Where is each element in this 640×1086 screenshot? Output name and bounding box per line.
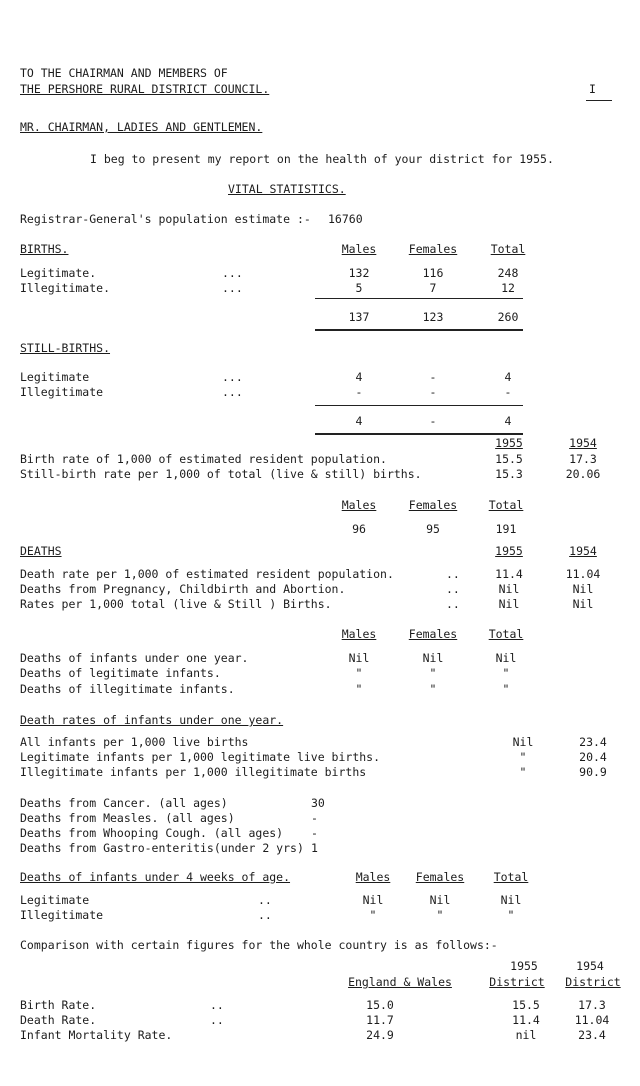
- deaths-row-label: Death rate per 1,000 of estimated resident population.: [20, 567, 394, 581]
- infant-row-label: Deaths of infants under one year.: [20, 651, 249, 665]
- cause-row-label: Deaths from Whooping Cough. (all ages): [20, 826, 284, 840]
- infant-row-label: Deaths of illegitimate infants.: [20, 682, 235, 696]
- address-line-2: THE PERSHORE RURAL DISTRICT COUNCIL.: [20, 82, 270, 96]
- neonatal-row-males: ": [369, 908, 377, 922]
- births-row-females: 7: [429, 281, 437, 295]
- infant-row-males: ": [355, 666, 363, 680]
- deaths-row-1954: Nil: [572, 582, 594, 596]
- deaths-row-label: Deaths from Pregnancy, Childbirth and Abortion.: [20, 582, 346, 596]
- births-row-label: Illegitimate.: [20, 281, 111, 295]
- infant-col-total: Total: [488, 627, 524, 641]
- comparison-row-england-wales: 11.7: [366, 1013, 394, 1027]
- comparison-col-1955-label: District: [489, 975, 545, 989]
- still-births-row-females: -: [429, 385, 437, 399]
- neonatal-row-males: Nil: [362, 893, 384, 907]
- rates-row-1955: 15.5: [495, 452, 523, 466]
- neonatal-col-males: Males: [355, 870, 391, 884]
- births-row-males: 5: [355, 281, 363, 295]
- comparison-row-1955: 15.5: [512, 998, 540, 1012]
- infant-row-males: Nil: [348, 651, 370, 665]
- comparison-row-dots: ..: [210, 998, 224, 1012]
- comparison-row-england-wales: 24.9: [366, 1028, 394, 1042]
- still-births-row-label: Illegitimate: [20, 385, 104, 399]
- infant-row-total: ": [502, 666, 510, 680]
- infant-rates-row-1955: ": [519, 765, 527, 779]
- comparison-row-label: Death Rate.: [20, 1013, 97, 1027]
- cause-row-value: -: [311, 826, 318, 840]
- infant-rates-heading: Death rates of infants under one year.: [20, 713, 284, 727]
- still-births-total-rule: [315, 433, 523, 435]
- still-births-row-males: 4: [355, 370, 363, 384]
- comparison-row-dots: ..: [210, 1013, 224, 1027]
- deaths-row-dots: ..: [446, 567, 460, 581]
- still-births-subtotal-rule: [315, 405, 523, 406]
- infant-row-females: ": [429, 682, 437, 696]
- infant-row-total: Nil: [495, 651, 517, 665]
- comparison-row-1954: 17.3: [578, 998, 606, 1012]
- births-row-total: 248: [497, 266, 519, 280]
- comparison-col-england-wales: England & Wales: [348, 975, 452, 989]
- rates-year-1954: 1954: [569, 436, 597, 450]
- population-value: 16760: [328, 212, 363, 226]
- neonatal-row-total: ": [507, 908, 515, 922]
- births-row-label: Legitimate.: [20, 266, 97, 280]
- still-births-total-males: 4: [355, 414, 363, 428]
- comparison-row-1955: nil: [515, 1028, 537, 1042]
- cause-row-label: Deaths from Cancer. (all ages): [20, 796, 228, 810]
- still-births-total-females: -: [429, 414, 437, 428]
- deaths-year-1954: 1954: [569, 544, 597, 558]
- infant-rates-row-1955: Nil: [512, 735, 534, 749]
- infant-col-males: Males: [341, 627, 377, 641]
- births-total-females: 123: [422, 310, 444, 324]
- comparison-row-england-wales: 15.0: [366, 998, 394, 1012]
- deaths-col-males: Males: [341, 498, 377, 512]
- neonatal-row-dots: ..: [258, 893, 272, 907]
- comparison-row-1955: 11.4: [512, 1013, 540, 1027]
- still-births-total-total: 4: [504, 414, 512, 428]
- deaths-row-1955: Nil: [498, 582, 520, 596]
- still-births-row-total: 4: [504, 370, 512, 384]
- cause-row-value: 1: [311, 841, 318, 855]
- infant-rates-row-label: All infants per 1,000 live births: [20, 735, 249, 749]
- neonatal-col-females: Females: [415, 870, 465, 884]
- neonatal-row-dots: ..: [258, 908, 272, 922]
- deaths-males-value: 96: [352, 522, 366, 536]
- neonatal-row-total: Nil: [500, 893, 522, 907]
- comparison-intro: Comparison with certain figures for the whole country is as follows:-: [20, 938, 498, 952]
- births-heading: BIRTHS.: [20, 242, 69, 256]
- births-row-males: 132: [348, 266, 370, 280]
- infant-row-females: ": [429, 666, 437, 680]
- births-row-females: 116: [422, 266, 444, 280]
- deaths-row-1955: Nil: [498, 597, 520, 611]
- comparison-row-1954: 11.04: [574, 1013, 610, 1027]
- infant-rates-row-1954: 20.4: [579, 750, 607, 764]
- births-col-males: Males: [341, 242, 377, 256]
- deaths-col-females: Females: [408, 498, 458, 512]
- comparison-col-1954-label: District: [565, 975, 621, 989]
- infant-rates-row-label: Legitimate infants per 1,000 legitimate live births.: [20, 750, 381, 764]
- infant-row-males: ": [355, 682, 363, 696]
- rates-row-1955: 15.3: [495, 467, 523, 481]
- infant-col-females: Females: [408, 627, 458, 641]
- neonatal-row-females: Nil: [429, 893, 451, 907]
- neonatal-row-females: ": [436, 908, 444, 922]
- page-number: I: [589, 82, 596, 96]
- comparison-col-1954-year: 1954: [576, 959, 604, 973]
- infant-row-label: Deaths of legitimate infants.: [20, 666, 221, 680]
- still-births-heading: STILL-BIRTHS.: [20, 341, 111, 355]
- infant-rates-row-1954: 23.4: [579, 735, 607, 749]
- births-subtotal-rule: [315, 298, 523, 299]
- births-row-total: 12: [501, 281, 515, 295]
- births-col-females: Females: [408, 242, 458, 256]
- cause-row-value: 30: [311, 796, 325, 810]
- deaths-col-total: Total: [488, 498, 524, 512]
- deaths-females-value: 95: [426, 522, 440, 536]
- page-number-rule: [586, 100, 612, 101]
- deaths-row-1955: 11.4: [495, 567, 523, 581]
- rates-year-1955: 1955: [495, 436, 523, 450]
- comparison-row-1954: 23.4: [578, 1028, 606, 1042]
- still-births-row-females: -: [429, 370, 437, 384]
- still-births-row-dots: ...: [222, 370, 243, 384]
- deaths-row-dots: ..: [446, 582, 460, 596]
- population-label: Registrar-General's population estimate :-: [20, 212, 311, 226]
- address-line-1: TO THE CHAIRMAN AND MEMBERS OF: [20, 66, 228, 80]
- births-total-rule: [315, 329, 523, 331]
- infant-row-total: ": [502, 682, 510, 696]
- births-row-dots: ...: [222, 281, 243, 295]
- neonatal-heading: Deaths of infants under 4 weeks of age.: [20, 870, 291, 884]
- rates-row-label: Birth rate of 1,000 of estimated resident population.: [20, 452, 387, 466]
- infant-rates-row-label: Illegitimate infants per 1,000 illegitimate births: [20, 765, 367, 779]
- births-total-males: 137: [348, 310, 370, 324]
- neonatal-col-total: Total: [493, 870, 529, 884]
- cause-row-label: Deaths from Measles. (all ages): [20, 811, 235, 825]
- neonatal-row-label: Illegitimate: [20, 908, 104, 922]
- deaths-year-1955: 1955: [495, 544, 523, 558]
- infant-rates-row-1955: ": [519, 750, 527, 764]
- still-births-row-label: Legitimate: [20, 370, 90, 384]
- deaths-heading: DEATHS: [20, 544, 62, 558]
- infant-row-females: Nil: [422, 651, 444, 665]
- deaths-row-label: Rates per 1,000 total (live & Still ) Births.: [20, 597, 332, 611]
- births-col-total: Total: [490, 242, 526, 256]
- deaths-row-1954: 11.04: [565, 567, 601, 581]
- vital-statistics-title: VITAL STATISTICS.: [228, 182, 346, 196]
- neonatal-row-label: Legitimate: [20, 893, 90, 907]
- infant-rates-row-1954: 90.9: [579, 765, 607, 779]
- deaths-row-dots: ..: [446, 597, 460, 611]
- intro-sentence: I beg to present my report on the health of your district for 1955.: [90, 152, 554, 166]
- deaths-row-1954: Nil: [572, 597, 594, 611]
- still-births-row-total: -: [504, 385, 512, 399]
- deaths-total-value: 191: [495, 522, 517, 536]
- rates-row-label: Still-birth rate per 1,000 of total (live & still) births.: [20, 467, 422, 481]
- rates-row-1954: 17.3: [569, 452, 597, 466]
- births-total-total: 260: [497, 310, 519, 324]
- cause-row-label: Deaths from Gastro-enteritis(under 2 yrs): [20, 841, 304, 855]
- rates-row-1954: 20.06: [565, 467, 601, 481]
- comparison-row-label: Birth Rate.: [20, 998, 97, 1012]
- cause-row-value: -: [311, 811, 318, 825]
- comparison-row-label: Infant Mortality Rate.: [20, 1028, 173, 1042]
- still-births-row-dots: ...: [222, 385, 243, 399]
- comparison-col-1955-year: 1955: [510, 959, 538, 973]
- salutation: MR. CHAIRMAN, LADIES AND GENTLEMEN.: [20, 120, 263, 134]
- still-births-row-males: -: [355, 385, 363, 399]
- births-row-dots: ...: [222, 266, 243, 280]
